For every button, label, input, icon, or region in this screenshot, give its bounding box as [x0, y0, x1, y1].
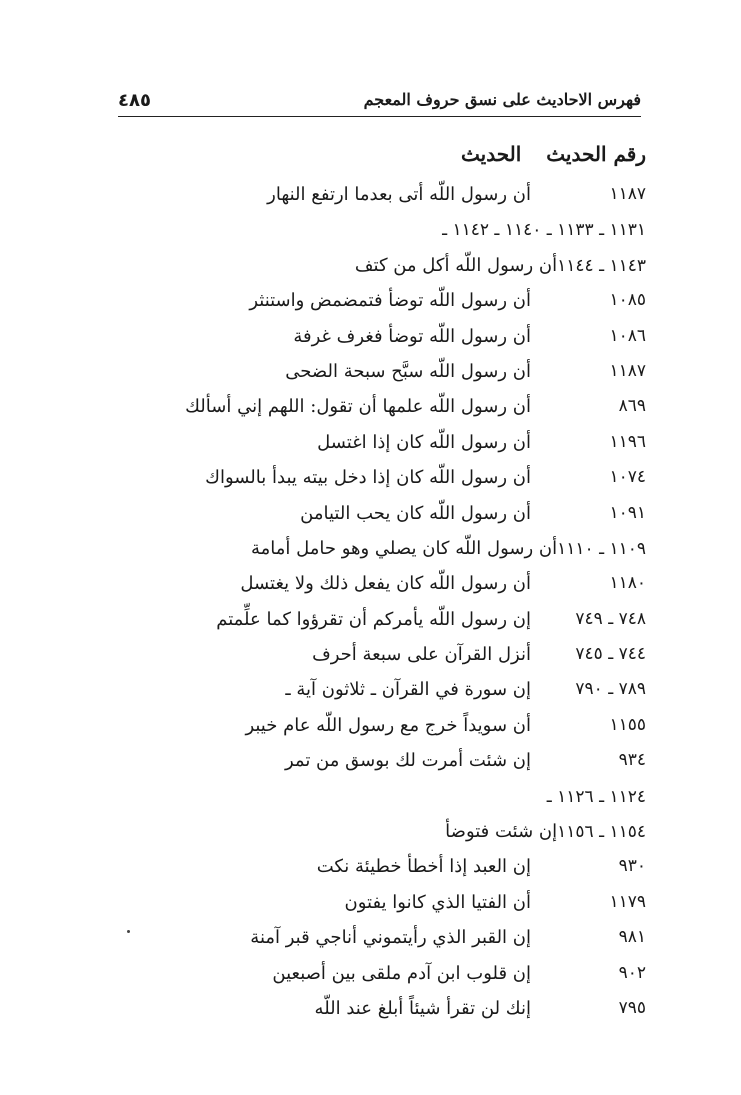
entry-text: أنزل القرآن على سبعة أحرف [312, 644, 531, 666]
entry-text: أن رسول اللّه كان يصلي وهو حامل أمامة [250, 537, 558, 559]
entry-number: ٧٩٥ [618, 997, 646, 1018]
index-entry [0, 959, 741, 994]
index-entry [0, 923, 741, 958]
entry-number: ٧٤٤ ـ ٧٤٥ [575, 644, 646, 665]
index-entry [0, 817, 741, 852]
entry-text: أن رسول اللّه كان يحب التيامن [300, 502, 531, 524]
index-entry [0, 534, 741, 569]
hadith-index-list [0, 180, 741, 1029]
entry-text: أن رسول اللّه أتى بعدما ارتفع النهار [267, 184, 531, 205]
entry-text: أن رسول اللّه توضأ فغرف غرفة [293, 325, 531, 347]
entry-text: إن شئت أمرت لك بوسق من تمر [284, 750, 531, 772]
entry-text: إنك لن تقرأ شيئاً أبلغ عند اللّه [314, 997, 531, 1019]
entry-line [445, 821, 646, 842]
entry-text: أن رسول اللّه كان إذا اغتسل [317, 431, 531, 453]
index-entry [0, 711, 741, 746]
entry-number: ١١٤٣ ـ ١١٤٤ [557, 255, 646, 276]
entry-number: ١١٧٩ [609, 891, 646, 912]
entry-text: أن رسول اللّه علمها أن تقول: اللهم إني أسألك [185, 396, 531, 418]
index-entry [0, 994, 741, 1029]
entry-number: ١٠٧٤ [609, 467, 646, 488]
entry-number: ١١٨٠ [609, 573, 646, 594]
entry-number: ٩٣٠ [618, 856, 646, 877]
index-entry [0, 569, 741, 604]
index-entry [0, 888, 741, 923]
index-entry [0, 357, 741, 392]
column-headers [461, 142, 646, 166]
page-number: ٤٨٥ [118, 90, 151, 111]
index-entry [0, 605, 741, 640]
index-entry [0, 286, 741, 321]
print-speck [127, 930, 130, 933]
entry-line [251, 538, 646, 559]
entry-text: أن الفتيا الذي كانوا يفتون [344, 891, 531, 913]
entry-text: إن سورة في القرآن ـ ثلاثون آية ـ [285, 679, 531, 701]
index-entry [0, 675, 741, 710]
entry-text: أن سويداً خرج مع رسول اللّه عام خيبر [245, 714, 531, 736]
index-entry [0, 251, 741, 286]
entry-number: ٧٤٨ ـ ٧٤٩ [575, 608, 646, 629]
entry-number: ١١٩٦ [609, 431, 646, 452]
entry-number: ١١٣١ ـ ١١٣٣ ـ ١١٤٠ ـ ١١٤٢ ـ [442, 220, 646, 241]
index-entry [0, 215, 741, 250]
index-entry [0, 428, 741, 463]
entry-number: ١١٨٧ [609, 360, 646, 381]
entry-number: ١١٠٩ ـ ١١١٠ [557, 538, 646, 559]
entry-number: ١٠٨٥ [609, 290, 646, 311]
entry-number: ٩٨١ [618, 927, 646, 948]
entry-number: ١٠٩١ [609, 502, 646, 523]
index-entry [0, 180, 741, 215]
entry-line [355, 255, 646, 276]
index-entry [0, 463, 741, 498]
running-title: فهرس الاحاديث على نسق حروف المعجم [363, 90, 641, 109]
entry-line [442, 219, 646, 240]
entry-number: ١١٢٤ ـ ١١٢٦ ـ [546, 786, 646, 807]
entry-text: إن العبد إذا أخطأ خطيئة نكت [316, 856, 531, 878]
entry-text: إن رسول اللّه يأمركم أن تقرؤوا كما علِّمتم [216, 608, 531, 630]
index-entry [0, 782, 741, 817]
entry-number: ١١٥٥ [609, 714, 646, 735]
index-entry [0, 322, 741, 357]
entry-text: أن رسول اللّه أكل من كتف [354, 254, 558, 276]
column-header-hadith: الحديث [461, 142, 522, 166]
entry-number: ٧٨٩ ـ ٧٩٠ [575, 679, 646, 700]
entry-number: ١١٨٧ [609, 184, 646, 204]
entry-text: أن رسول اللّه كان إذا دخل بيته يبدأ بالسواك [205, 467, 531, 489]
entry-text: أن رسول اللّه توضأ فتمضمض واستنثر [249, 290, 531, 312]
entry-number: ١٠٨٦ [609, 325, 646, 346]
entry-text: أن رسول اللّه سبَّح سبحة الضحى [285, 360, 531, 382]
index-entry [0, 852, 741, 887]
entry-text: إن قلوب ابن آدم ملقى بين أصبعين [272, 962, 531, 984]
index-entry [0, 392, 741, 427]
entry-number: ٨٦٩ [618, 396, 646, 417]
index-entry [0, 746, 741, 781]
index-entry [0, 499, 741, 534]
entry-text: أن رسول اللّه كان يفعل ذلك ولا يغتسل [240, 573, 531, 595]
entry-number: ١١٥٤ ـ ١١٥٦ [557, 822, 646, 843]
running-head [118, 88, 641, 117]
entry-text: إن القبر الذي رأيتموني أناجي قبر آمنة [250, 927, 531, 949]
entry-line [547, 786, 646, 807]
entry-number: ٩٠٢ [618, 962, 646, 983]
index-entry [0, 640, 741, 675]
entry-number: ٩٣٤ [618, 750, 646, 771]
column-header-number: رقم الحديث [546, 142, 646, 166]
entry-text: إن شئت فتوضأ [445, 821, 558, 843]
